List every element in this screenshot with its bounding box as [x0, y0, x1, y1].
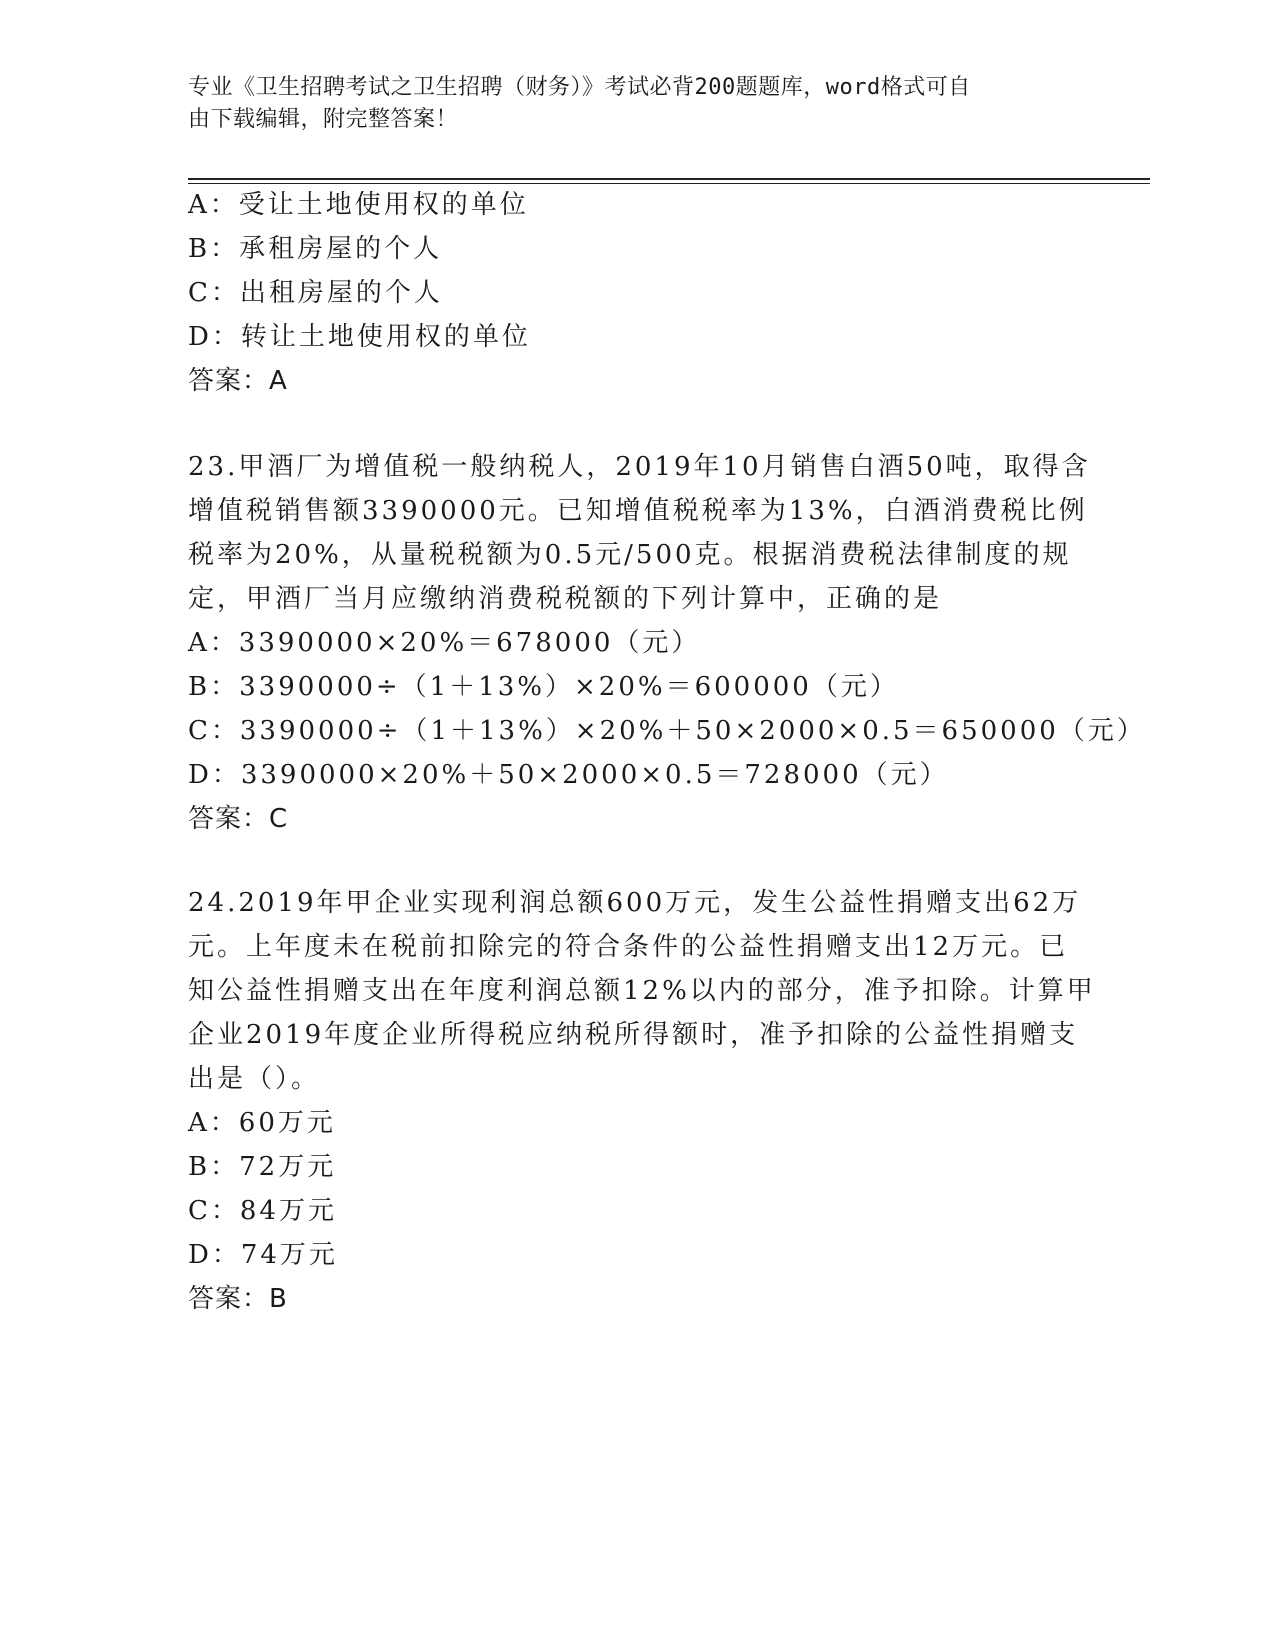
- q22-option-d: D：转让土地使用权的单位: [188, 322, 531, 352]
- q24-option-a: A：60万元: [188, 1108, 336, 1138]
- q22-option-b: B：承租房屋的个人: [188, 234, 443, 264]
- q24-answer: 答案：B: [188, 1284, 288, 1314]
- header-line-1: 专业《卫生招聘考试之卫生招聘（财务）》考试必背200题题库，word格式可自: [188, 75, 971, 100]
- q23-stem-line-4: 定，甲酒厂当月应缴纳消费税税额的下列计算中，正确的是: [188, 584, 943, 614]
- header-line-2: 由下载编辑，附完整答案！: [188, 107, 459, 132]
- q23-option-d: D：3390000×20%＋50×2000×0.5＝728000（元）: [188, 760, 949, 790]
- q24-option-b: B：72万元: [188, 1152, 337, 1182]
- q24-option-d: D：74万元: [188, 1240, 338, 1270]
- q24-stem-line-3: 知公益性捐赠支出在年度利润总额12%以内的部分，准予扣除。计算甲: [188, 976, 1096, 1006]
- q24-stem-line-4: 企业2019年度企业所得税应纳税所得额时，准予扣除的公益性捐赠支: [188, 1020, 1079, 1050]
- q24-option-c: C：84万元: [188, 1196, 337, 1226]
- header-divider-thick: [188, 178, 1150, 180]
- q24-stem-line-2: 元。上年度未在税前扣除完的符合条件的公益性捐赠支出12万元。已: [188, 932, 1069, 962]
- q23-answer: 答案：C: [188, 804, 289, 834]
- q22-option-c: C：出租房屋的个人: [188, 278, 443, 308]
- q24-stem-line-1: 24.2019年甲企业实现利润总额600万元，发生公益性捐赠支出62万: [188, 888, 1082, 918]
- q23-option-a: A：3390000×20%＝678000（元）: [188, 628, 701, 658]
- q24-stem-line-5: 出是（）。: [188, 1064, 321, 1094]
- q23-stem-line-2: 增值税销售额3390000元。已知增值税税率为13%，白酒消费税比例: [188, 496, 1088, 526]
- q22-option-a: A：受让土地使用权的单位: [188, 190, 529, 220]
- q23-option-b: B：3390000÷（1＋13%）×20%＝600000（元）: [188, 672, 899, 702]
- document-header: [188, 72, 1068, 136]
- q23-stem-line-3: 税率为20%，从量税税额为0.5元/500克。根据消费税法律制度的规: [188, 540, 1072, 570]
- q23-option-c: C：3390000÷（1＋13%）×20%＋50×2000×0.5＝650000（元）: [188, 716, 1146, 746]
- header-divider-thin: [188, 183, 1150, 184]
- q22-answer: 答案：A: [188, 366, 288, 396]
- q23-stem-line-1: 23.甲酒厂为增值税一般纳税人，2019年10月销售白酒50吨，取得含: [188, 452, 1091, 482]
